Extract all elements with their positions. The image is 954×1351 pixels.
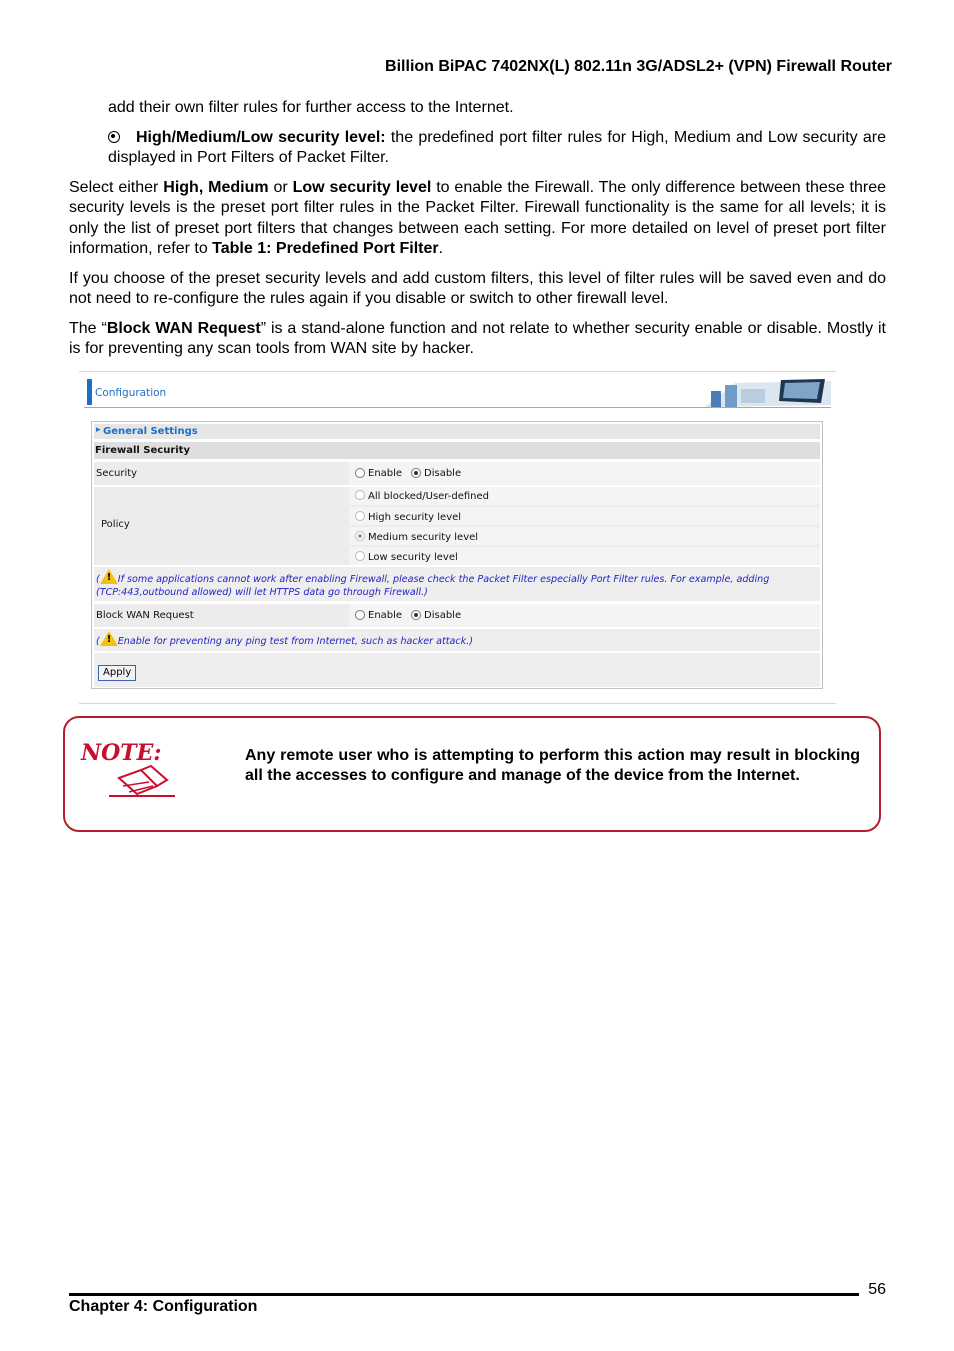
select-level-paragraph bbox=[69, 178, 886, 260]
policy-medium-label: Medium security level bbox=[368, 532, 479, 543]
bullet-icon bbox=[108, 131, 120, 143]
block-wan-paragraph bbox=[69, 319, 886, 360]
block-wan-enable-radio[interactable] bbox=[355, 610, 365, 620]
policy-label: Policy bbox=[101, 519, 130, 530]
policy-option-row bbox=[349, 527, 820, 545]
header-banner-art bbox=[695, 377, 831, 407]
note-logo-icon bbox=[79, 736, 179, 802]
title-marker bbox=[87, 379, 92, 405]
bold-run: High, Medium bbox=[163, 179, 269, 196]
block-wan-label: Block WAN Request bbox=[96, 610, 194, 621]
block-wan-disable-label: Disable bbox=[424, 610, 462, 621]
policy-label-cell bbox=[94, 487, 347, 565]
page-number: 56 bbox=[868, 1281, 886, 1298]
policy-options-cell bbox=[349, 487, 820, 565]
block-wan-disable-radio[interactable] bbox=[411, 610, 421, 620]
warning-icon bbox=[100, 631, 118, 646]
warning-line-2: (TCP:443,outbound allowed) will let HTTPS data go through Firewall.) bbox=[96, 587, 428, 598]
bold-run: Block WAN Request bbox=[106, 320, 261, 337]
block-wan-row bbox=[94, 604, 820, 627]
block-wan-note-text: Enable for preventing any ping test from Internet, such as hacker attack.) bbox=[117, 636, 474, 647]
block-wan-note-row bbox=[94, 629, 820, 651]
policy-medium-radio[interactable] bbox=[355, 531, 365, 541]
security-options-cell bbox=[349, 462, 820, 485]
policy-all-blocked-radio[interactable] bbox=[355, 490, 365, 500]
firewall-warning bbox=[96, 569, 816, 599]
text-run: . bbox=[438, 240, 444, 258]
configuration-title-bar bbox=[84, 375, 831, 408]
security-row bbox=[94, 462, 820, 485]
block-wan-options-cell bbox=[349, 604, 820, 627]
warning-icon bbox=[100, 569, 118, 584]
policy-all-blocked-label: All blocked/User-defined bbox=[368, 491, 490, 502]
block-wan-label-cell bbox=[94, 604, 347, 627]
paren: ( bbox=[96, 574, 100, 585]
firewall-security-header-row bbox=[94, 442, 820, 459]
bullet-text: the predefined port filter rules for High, Medium and Low security are displayed in Port Filters of Packet Filter. bbox=[108, 129, 886, 167]
block-wan-enable-label: Enable bbox=[368, 610, 403, 621]
policy-option-row bbox=[349, 507, 820, 525]
configuration-title: Configuration bbox=[95, 387, 167, 399]
chevron-right-icon: ▸ bbox=[96, 425, 101, 435]
security-label-cell bbox=[94, 462, 347, 485]
security-label: Security bbox=[96, 468, 138, 479]
general-settings-row bbox=[94, 424, 820, 439]
policy-high-label: High security level bbox=[368, 512, 462, 523]
block-wan-note bbox=[96, 631, 816, 648]
custom-filters-paragraph: If you choose of the preset security levels and add custom filters, this level of filter rules will be saved even and do not need to re-configure the rules again if you disable or switch to other firewall level. bbox=[69, 270, 886, 308]
policy-row bbox=[94, 487, 820, 565]
text-run: The “ bbox=[69, 320, 107, 337]
policy-option-row bbox=[349, 487, 820, 505]
document-header-title: Billion BiPAC 7402NX(L) 802.11n 3G/ADSL2+ (VPN) Firewall Router bbox=[385, 58, 892, 75]
note-text: Any remote user who is attempting to perform this action may result in blocking all the accesses to configure and manage of the device from the Internet. bbox=[245, 747, 860, 785]
chapter-footer: Chapter 4: Configuration bbox=[69, 1298, 258, 1315]
note-logo-text: NOTE: bbox=[81, 740, 162, 766]
security-disable-label: Disable bbox=[424, 468, 462, 479]
policy-option-row bbox=[349, 547, 820, 565]
firewall-warning-row bbox=[94, 567, 820, 601]
apply-row bbox=[94, 653, 820, 687]
policy-low-label: Low security level bbox=[368, 552, 458, 563]
firewall-security-heading: Firewall Security bbox=[95, 445, 190, 456]
firewall-config-screenshot bbox=[79, 371, 836, 704]
policy-high-radio[interactable] bbox=[355, 511, 365, 521]
intro-paragraph: add their own filter rules for further access to the Internet. bbox=[108, 99, 514, 116]
bold-run: Low security level bbox=[292, 179, 432, 196]
policy-low-radio[interactable] bbox=[355, 551, 365, 561]
footer-divider bbox=[69, 1293, 859, 1296]
security-level-bullet bbox=[108, 128, 886, 169]
text-run: ” is a stand-alone function and not relate to whether security enable or disable. Mostly it is for preventing any scan tools from WAN site by hacker. bbox=[69, 320, 886, 358]
paren: ( bbox=[96, 636, 100, 647]
security-enable-radio[interactable] bbox=[355, 468, 365, 478]
warning-line-1: If some applications cannot work after enabling Firewall, please check the Packet Filter especially Port Filter rules. For example, adding bbox=[117, 574, 770, 585]
text-run: or bbox=[268, 179, 293, 196]
bullet-heading: High/Medium/Low security level: bbox=[136, 129, 386, 146]
security-enable-label: Enable bbox=[368, 468, 403, 479]
text-run: Select either bbox=[69, 179, 164, 196]
general-settings-form bbox=[91, 421, 823, 689]
security-disable-radio[interactable] bbox=[411, 468, 421, 478]
text-run: to enable the Firewall. The only difference between these three security levels is the preset port filter rules in the Packet Filter. Firewall functionality is the same for all levels; it is only the list of preset port filters that changes between each setting. For more detailed on level of preset port filter information, refer to bbox=[69, 179, 887, 258]
apply-button[interactable]: Apply bbox=[98, 665, 136, 681]
note-box bbox=[63, 716, 881, 832]
table-reference: Table 1: Predefined Port Filter bbox=[212, 240, 439, 258]
section-title: General Settings bbox=[103, 426, 198, 437]
